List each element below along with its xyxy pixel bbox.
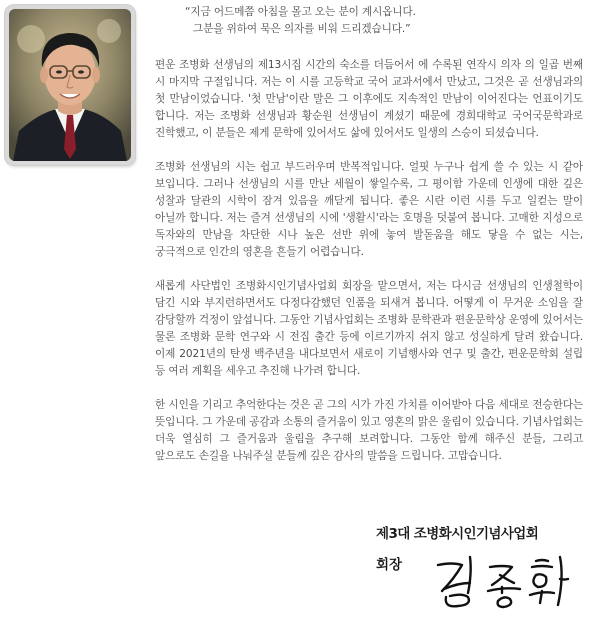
quote-line-1: “지금 어드메쯤 아침을 몰고 오는 분이 계시옵니다. [185, 6, 416, 18]
letter-body [155, 4, 583, 482]
paragraph-1: 편운 조병화 선생님의 제13시집 시간의 숙소를 더듬어서 에 수록된 연작시 의자 의 일곱 번째 시 마지막 구절입니다. 저는 이 시를 고등학교 국어 교과서에서 만났고, 그것은 곧 선생님과의 첫 만남이었습니다. '첫 만남'이란 말은 그 이후에도 지속적인 만남이 이어진다는 언표이기도 합니다. 저는 조병화 선생님과 황순원 선생님이 계셨기 때문에 경희대학교 국어국문학과로 진학했고, 이 분들은 제게 문학에 있어서도 삶에 있어서도 일생의 스승이 되셨습니다. [155, 59, 583, 139]
author-role: 회장 [376, 557, 403, 573]
organization-name: 제3대 조병화시인기념사업회 [376, 526, 539, 542]
author-portrait [5, 5, 135, 165]
opening-quote [155, 4, 583, 38]
author-photo [9, 9, 131, 161]
paragraph-4: 한 시인을 기리고 추억한다는 것은 곧 그의 시가 가진 가치를 이어받아 다음 세대로 전승한다는 뜻입니다. 그 가운데 공감과 소통의 즐거움이 있고 영혼의 맑은 울림이 있습니다. 기념사업회는 더욱 열심히 그 즐거움과 울림을 추구해 보려합니다. 그동안 함께 해주신 분들, 그리고 앞으로도 손길을 나눠주실 분들께 깊은 감사의 말씀을 드립니다. 고맙습니다. [155, 399, 583, 462]
handwritten-signature [432, 553, 572, 611]
paragraph-3: 새롭게 사단법인 조병화시인기념사업회 회장을 맡으면서, 저는 다시금 선생님의 인생철학이 담긴 시와 부지런하면서도 다정다감했던 인품을 되새겨 봅니다. 어떻게 이 무거운 소임을 잘 감당할까 걱정이 앞섭니다. 그동안 기념사업회는 조병화 문학관과 편운문학상 운영에 있어서는 물론 조병화 문학 연구와 시 전집 출간 등에 이르기까지 쉬지 않고 성실하게 달려 왔습니다. 이제 2021년의 탄생 백주년을 내다보면서 새로이 기념행사와 연구 및 출간, 편운문학회 설립 등 여러 계획을 세우고 추진해 나가려 합니다. [155, 280, 583, 377]
quote-line-2: 그분을 위하여 묵은 의자를 비워 드리겠습니다.” [193, 23, 411, 35]
paragraph-2: 조병화 선생님의 시는 쉽고 부드러우며 반복적입니다. 얼핏 누구나 쉽게 쓸 수 있는 시 같아 보입니다. 그러나 선생님의 시를 만난 세월이 쌓일수록, 그 평이함 가운데 인생에 대한 깊은 성찰과 달관의 시학이 잠겨 있음을 깨닫게 됩니다. 좋은 시란 이런 시를 두고 일컫는 말이 아닐까 합니다. 저는 즐겨 선생님의 시에 '생활시'라는 호명을 덧붙여 봅니다. 고매한 지성으로 독자와의 만남을 차단한 시나 높은 선반 위에 놓여 발돋움을 해도 닿을 수 없는 시는, 궁극적으로 인간의 영혼을 흔들기 어렵습니다. [155, 161, 583, 258]
